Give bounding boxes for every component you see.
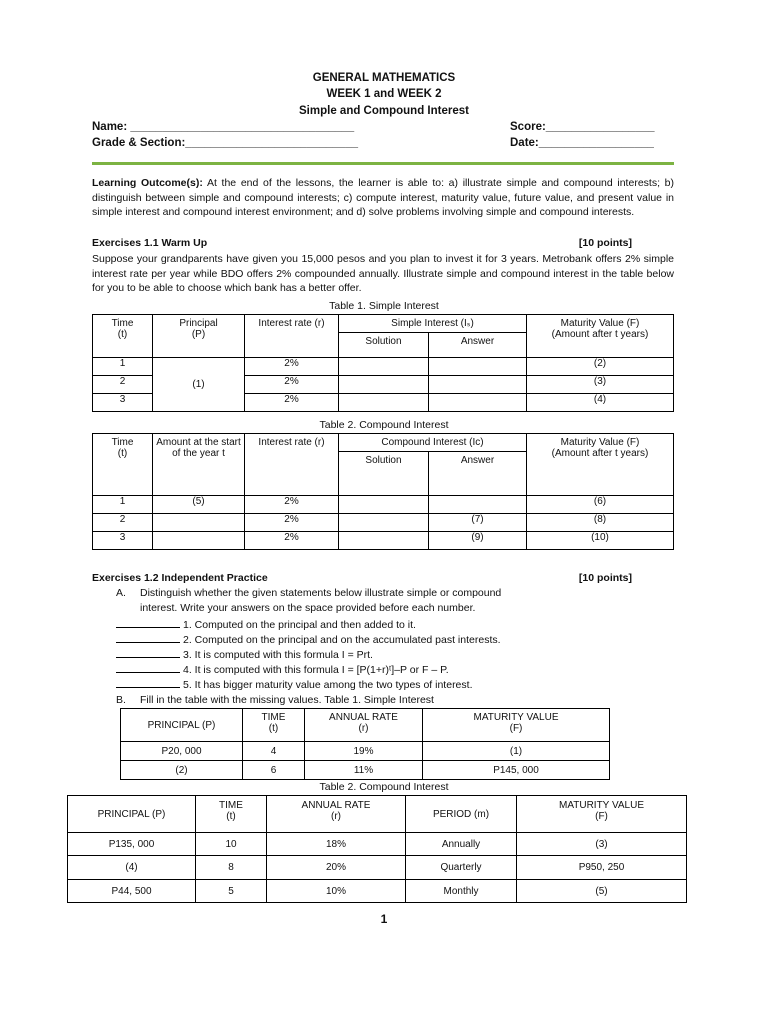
cell-solution[interactable] bbox=[339, 514, 429, 532]
table-row bbox=[121, 761, 610, 780]
exercise-1-2-points: [10 points] bbox=[578, 572, 632, 584]
th-solution: Solution bbox=[339, 333, 429, 358]
cell-maturity: (5) bbox=[517, 880, 687, 903]
th-period: PERIOD (m) bbox=[406, 796, 517, 833]
simple-interest-table bbox=[92, 314, 674, 412]
th-annual-rate: ANNUAL RATE (r) bbox=[305, 709, 423, 742]
table2-caption: Table 2. Compound Interest bbox=[319, 419, 449, 431]
answer-blank[interactable] bbox=[116, 617, 180, 628]
cell-rate: 2% bbox=[245, 514, 339, 532]
table-row bbox=[93, 532, 674, 550]
cell-rate: 19% bbox=[305, 742, 423, 761]
th-interest-rate: Interest rate (r) bbox=[245, 434, 339, 496]
th-solution: Solution bbox=[339, 452, 429, 496]
th-maturity-value: MATURITY VALUE (F) bbox=[517, 796, 687, 833]
grade-section-field: Grade & Section:___________________________ bbox=[92, 137, 358, 149]
part-b-label: B. bbox=[116, 694, 126, 706]
table-row bbox=[93, 358, 674, 376]
score-field: Score:_________________ bbox=[510, 121, 655, 133]
cell-answer[interactable]: (9) bbox=[429, 532, 527, 550]
th-annual-rate: ANNUAL RATE (r) bbox=[267, 796, 406, 833]
cell-maturity: (1) bbox=[423, 742, 610, 761]
cell-answer[interactable] bbox=[429, 376, 527, 394]
cell-maturity: (3) bbox=[517, 833, 687, 856]
doc-title: GENERAL MATHEMATICS bbox=[312, 72, 456, 84]
exercise-1-1-points: [10 points] bbox=[578, 237, 632, 249]
th-answer: Answer bbox=[429, 333, 527, 358]
date-field: Date:__________________ bbox=[510, 137, 654, 149]
list-item: 5. It has bigger maturity value among the two types of interest. bbox=[116, 677, 472, 691]
cell-principal: P44, 500 bbox=[68, 880, 196, 903]
cell-rate: 20% bbox=[267, 856, 406, 880]
exercise-1-1-title: Exercises 1.1 Warm Up bbox=[92, 237, 208, 249]
cell-time: 3 bbox=[93, 394, 153, 412]
cell-time: 8 bbox=[196, 856, 267, 880]
th-principal: Principal (P) bbox=[153, 315, 245, 358]
cell-time: 10 bbox=[196, 833, 267, 856]
cell-maturity: (6) bbox=[527, 496, 674, 514]
cell-principal: (4) bbox=[68, 856, 196, 880]
cell-time: 3 bbox=[93, 532, 153, 550]
list-item: 4. It is computed with this formula I = [P(1+r)ᵗ]–P or F – P. bbox=[116, 662, 449, 676]
part-a-text-line2: interest. Write your answers on the space provided before each number. bbox=[140, 602, 476, 614]
cell-maturity: P145, 000 bbox=[423, 761, 610, 780]
cell-rate: 2% bbox=[245, 496, 339, 514]
part-a-text-line1: Distinguish whether the given statements below illustrate simple or compound bbox=[140, 587, 502, 599]
th-time: TIME (t) bbox=[196, 796, 267, 833]
green-divider bbox=[92, 162, 674, 165]
cell-rate: 11% bbox=[305, 761, 423, 780]
cell-maturity: P950, 250 bbox=[517, 856, 687, 880]
answer-blank[interactable] bbox=[116, 632, 180, 643]
exercise-1-2-heading bbox=[92, 572, 632, 584]
cell-maturity: (4) bbox=[527, 394, 674, 412]
th-time: Time (t) bbox=[93, 434, 153, 496]
th-amount-start: Amount at the start of the year t bbox=[153, 434, 245, 496]
answer-blank[interactable] bbox=[116, 677, 180, 688]
cell-maturity: (2) bbox=[527, 358, 674, 376]
table-row bbox=[68, 856, 687, 880]
th-interest-rate: Interest rate (r) bbox=[245, 315, 339, 358]
compound-interest-table bbox=[92, 433, 674, 550]
doc-subtitle-topic: Simple and Compound Interest bbox=[299, 105, 469, 117]
cell-maturity: (10) bbox=[527, 532, 674, 550]
cell-rate: 2% bbox=[245, 376, 339, 394]
learning-outcome bbox=[92, 176, 674, 220]
cell-time: 6 bbox=[243, 761, 305, 780]
list-item: 1. Computed on the principal and then added to it. bbox=[116, 617, 416, 631]
answer-blank[interactable] bbox=[116, 647, 180, 658]
cell-period: Quarterly bbox=[406, 856, 517, 880]
cell-rate: 2% bbox=[245, 532, 339, 550]
table1-caption: Table 1. Simple Interest bbox=[329, 300, 439, 312]
page-number: 1 bbox=[380, 912, 388, 926]
th-time: Time (t) bbox=[93, 315, 153, 358]
cell-rate: 18% bbox=[267, 833, 406, 856]
cell-period: Annually bbox=[406, 833, 517, 856]
cell-amount bbox=[153, 514, 245, 532]
table-row bbox=[93, 496, 674, 514]
answer-blank[interactable] bbox=[116, 662, 180, 673]
table-row bbox=[68, 833, 687, 856]
exercise-1-2-title: Exercises 1.2 Independent Practice bbox=[92, 572, 268, 584]
part-b-text: Fill in the table with the missing values. Table 1. Simple Interest bbox=[140, 694, 434, 706]
th-maturity-value: MATURITY VALUE (F) bbox=[423, 709, 610, 742]
th-maturity-value: Maturity Value (F) (Amount after t years) bbox=[527, 434, 674, 496]
cell-maturity: (8) bbox=[527, 514, 674, 532]
cell-principal: P20, 000 bbox=[121, 742, 243, 761]
cell-time: 5 bbox=[196, 880, 267, 903]
table-row bbox=[93, 514, 674, 532]
cell-solution[interactable] bbox=[339, 532, 429, 550]
cell-time: 2 bbox=[93, 514, 153, 532]
cell-period: Monthly bbox=[406, 880, 517, 903]
list-item: 2. Computed on the principal and on the accumulated past interests. bbox=[116, 632, 501, 646]
th-time: TIME (t) bbox=[243, 709, 305, 742]
cell-answer[interactable] bbox=[429, 358, 527, 376]
th-principal: PRINCIPAL (P) bbox=[68, 796, 196, 833]
th-compound-interest: Compound Interest (Ic) bbox=[339, 434, 527, 452]
cell-answer[interactable] bbox=[429, 394, 527, 412]
table-row bbox=[68, 880, 687, 903]
name-field: Name: ___________________________________ bbox=[92, 121, 355, 133]
cell-rate: 10% bbox=[267, 880, 406, 903]
practice-table2-caption: Table 2. Compound Interest bbox=[319, 781, 449, 793]
cell-time: 1 bbox=[93, 496, 153, 514]
cell-answer[interactable] bbox=[429, 496, 527, 514]
exercise-1-1-text: Suppose your grandparents have given you 15,000 pesos and you plan to invest it for 3 years. Metrobank offers 2% simple interest rate per year while BDO offers 2% compounded annually. Illustrate simple and compound interest in the table below for you to be able to choose which bank has a better offer. bbox=[92, 253, 674, 295]
cell-time: 2 bbox=[93, 376, 153, 394]
th-maturity-value: Maturity Value (F) (Amount after t years) bbox=[527, 315, 674, 358]
cell-principal: P135, 000 bbox=[68, 833, 196, 856]
doc-subtitle-week: WEEK 1 and WEEK 2 bbox=[326, 88, 442, 100]
table-row bbox=[121, 742, 610, 761]
cell-answer[interactable]: (7) bbox=[429, 514, 527, 532]
cell-solution[interactable] bbox=[339, 496, 429, 514]
cell-rate: 2% bbox=[245, 358, 339, 376]
cell-principal: (1) bbox=[153, 358, 245, 412]
list-item: 3. It is computed with this formula I = Prt. bbox=[116, 647, 373, 661]
cell-rate: 2% bbox=[245, 394, 339, 412]
cell-solution[interactable] bbox=[339, 358, 429, 376]
cell-amount: (5) bbox=[153, 496, 245, 514]
cell-amount bbox=[153, 532, 245, 550]
learning-outcome-label: Learning Outcome(s): bbox=[92, 177, 203, 189]
cell-solution[interactable] bbox=[339, 376, 429, 394]
exercise-1-1-heading bbox=[92, 237, 632, 249]
cell-time: 1 bbox=[93, 358, 153, 376]
compound-interest-practice-table bbox=[67, 795, 687, 903]
th-principal: PRINCIPAL (P) bbox=[121, 709, 243, 742]
cell-solution[interactable] bbox=[339, 394, 429, 412]
cell-principal: (2) bbox=[121, 761, 243, 780]
th-simple-interest: Simple Interest (Iₛ) bbox=[339, 315, 527, 333]
part-a-label: A. bbox=[116, 587, 126, 599]
th-answer: Answer bbox=[429, 452, 527, 496]
learning-outcome-text: At the end of the lessons, the learner is able to: a) illustrate simple and compound interests; b) distinguish between simple and compound interests; c) compute interest, maturity value, future value, and present value in simple interest and compound interest environment; and d) solve problems involving simple and compound interests. bbox=[92, 177, 675, 219]
cell-maturity: (3) bbox=[527, 376, 674, 394]
simple-interest-practice-table bbox=[120, 708, 610, 780]
cell-time: 4 bbox=[243, 742, 305, 761]
